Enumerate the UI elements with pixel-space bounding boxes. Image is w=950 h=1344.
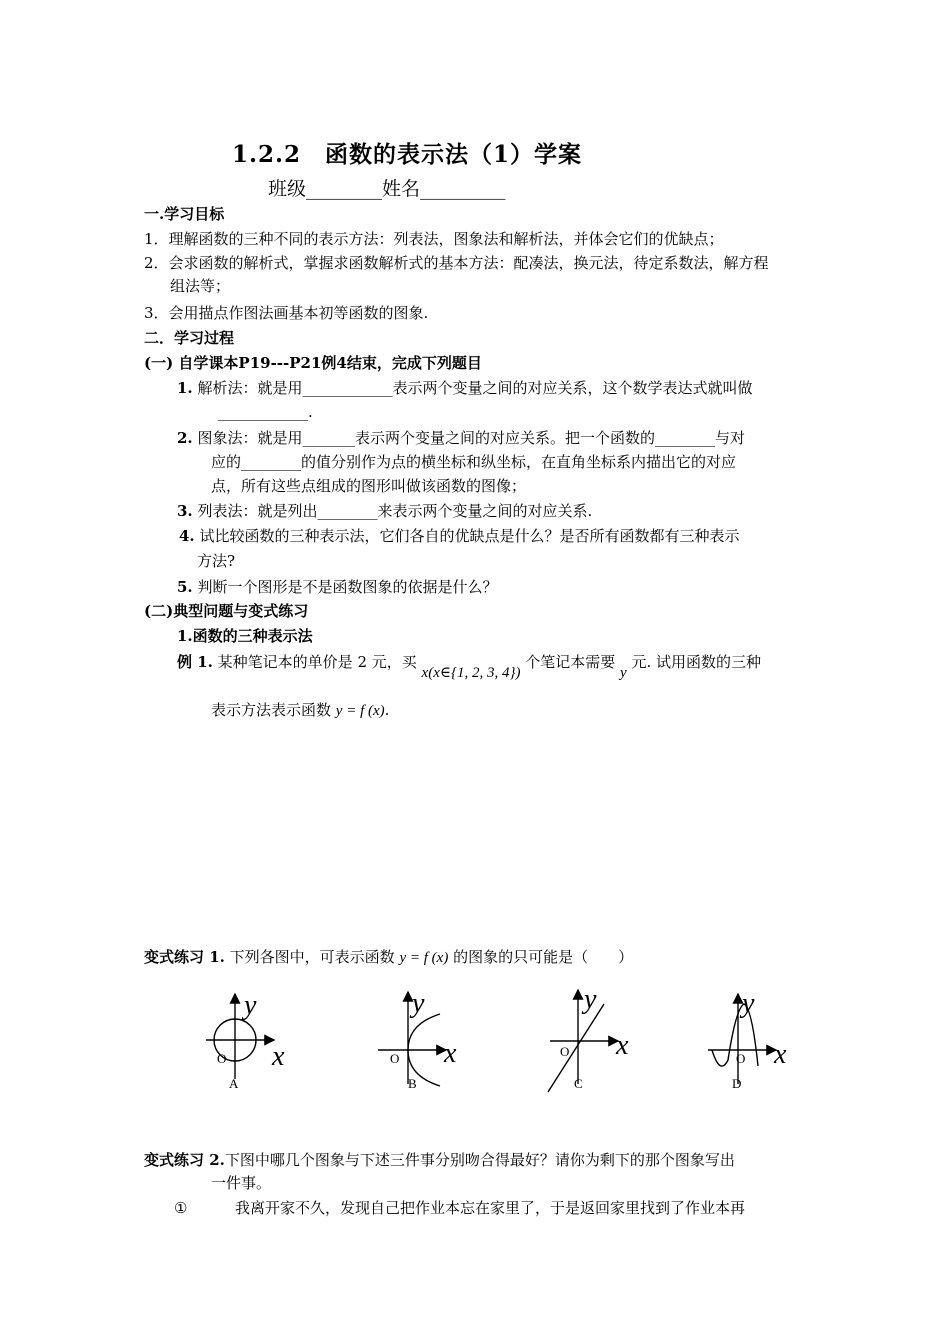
variant1-math: y = f (x) <box>399 950 449 966</box>
graph-a-letter: A <box>229 1076 239 1091</box>
question-3 <box>177 500 592 523</box>
section1-heading: 一.学习目标 <box>144 205 225 223</box>
question-2-text: 图象法：就是用_______表示两个变量之间的对应关系。把一个函数的________与对 <box>197 429 745 447</box>
variant2-item1-mark: ① <box>174 1199 188 1217</box>
graph-d-y-label: y <box>742 988 755 1019</box>
class-name-line: 班级________姓名_________ <box>268 178 506 200</box>
graph-b-x-label: x <box>444 1038 457 1069</box>
question-4-number: 4. <box>179 527 195 545</box>
section2-heading: 二．学习过程 <box>144 329 235 347</box>
example-1-line2-math: y = f (x) <box>335 703 385 719</box>
question-2 <box>177 427 745 450</box>
graph-a <box>196 984 306 1094</box>
part1-heading: (一) 自学课本P19---P21例4结束，完成下列题目 <box>144 354 482 372</box>
variant2-label: 变式练习 2. <box>144 1151 225 1169</box>
graph-c <box>540 980 650 1094</box>
sub1-heading: 1.函数的三种表示法 <box>177 627 313 645</box>
graph-d <box>700 984 810 1094</box>
question-2-line2: 应的________的值分别作为点的横坐标和纵坐标，在直角坐标系内描出它的对应 <box>211 453 737 471</box>
example-1-text-b: 个笔记本需要 <box>525 653 616 671</box>
question-4-line2: 方法? <box>197 552 236 570</box>
goal-item-1: 1．理解函数的三种不同的表示方法：列表法，图象法和解析法，并体会它们的优缺点； <box>144 230 724 248</box>
page-title: 1.2.2 函数的表示法（1）学案 <box>232 141 583 168</box>
example-1 <box>177 651 762 681</box>
example-1-line2-end: . <box>384 701 390 719</box>
graph-d-letter: D <box>732 1076 742 1091</box>
question-4-text: 试比较函数的三种表示法，它们各自的优缺点是什么？是否所有函数都有三种表示 <box>199 527 740 545</box>
question-5 <box>177 576 497 599</box>
graph-c-origin: O <box>560 1044 570 1059</box>
variant1 <box>144 946 633 970</box>
part2-heading: (二)典型问题与变式练习 <box>144 602 309 620</box>
variant2 <box>144 1149 735 1172</box>
example-1-text-c: 元. 试用函数的三种 <box>631 653 762 671</box>
question-1-text: 解析法：就是用____________表示两个变量之间的对应关系，这个数学表达式就叫做 <box>197 379 753 397</box>
example-1-line2 <box>211 699 389 723</box>
goal-item-2: 2．会求函数的解析式，掌握求函数解析式的基本方法：配凑法，换元法，待定系数法，解方程 <box>144 254 769 272</box>
graph-d-x-label: x <box>774 1039 787 1070</box>
question-3-number: 3. <box>177 502 193 520</box>
question-1-number: 1. <box>177 379 193 397</box>
graph-d-origin: O <box>736 1051 746 1066</box>
question-1 <box>177 377 752 400</box>
graph-b-letter: B <box>408 1076 417 1091</box>
question-5-text: 判断一个图形是不是函数图象的依据是什么？ <box>197 578 498 596</box>
variant2-line1: 下图中哪几个图象与下述三件事分别吻合得最好？请你为剩下的那个图象写出 <box>224 1151 735 1169</box>
goal-item-3: 3．会用描点作图法画基本初等函数的图象. <box>144 304 429 322</box>
example-1-line2-text: 表示方法表示函数 <box>211 701 332 719</box>
question-3-text: 列表法：就是列出________来表示两个变量之间的对应关系. <box>197 502 593 520</box>
variant1-text-b: 的图象的只可能是（ ） <box>453 948 634 966</box>
example-1-math-y: y <box>620 665 627 681</box>
graph-b-origin: O <box>390 1051 400 1066</box>
graph-b <box>372 984 482 1094</box>
variant2-line2: 一件事。 <box>211 1174 272 1192</box>
variant2-item1-text: 我离开家不久，发现自己把作业本忘在家里了，于是返回家里找到了作业本再 <box>235 1199 746 1217</box>
graph-a-origin: O <box>217 1051 227 1066</box>
question-4 <box>179 525 739 548</box>
graph-c-x-label: x <box>616 1030 629 1061</box>
variant1-text-a: 下列各图中，可表示函数 <box>229 948 395 966</box>
graph-a-x-label: x <box>272 1041 285 1072</box>
example-1-math-x: x(x∈{1, 2, 3, 4}) <box>421 665 521 681</box>
question-5-number: 5. <box>177 578 193 596</box>
question-2-line3: 点，所有这些点组成的图形叫做该函数的图像； <box>211 477 527 495</box>
question-2-number: 2. <box>177 429 193 447</box>
graph-b-y-label: y <box>412 988 425 1019</box>
graph-c-y-label: y <box>584 984 597 1015</box>
question-1-blank: ____________. <box>218 403 313 421</box>
example-1-label: 例 1. <box>177 653 213 671</box>
graph-c-letter: C <box>574 1076 583 1091</box>
example-1-text-a: 某种笔记本的单价是 2 元，买 <box>217 653 417 671</box>
variant1-label: 变式练习 1. <box>144 948 225 966</box>
goal-item-2-cont: 组法等； <box>170 277 231 295</box>
graph-a-y-label: y <box>244 990 257 1021</box>
